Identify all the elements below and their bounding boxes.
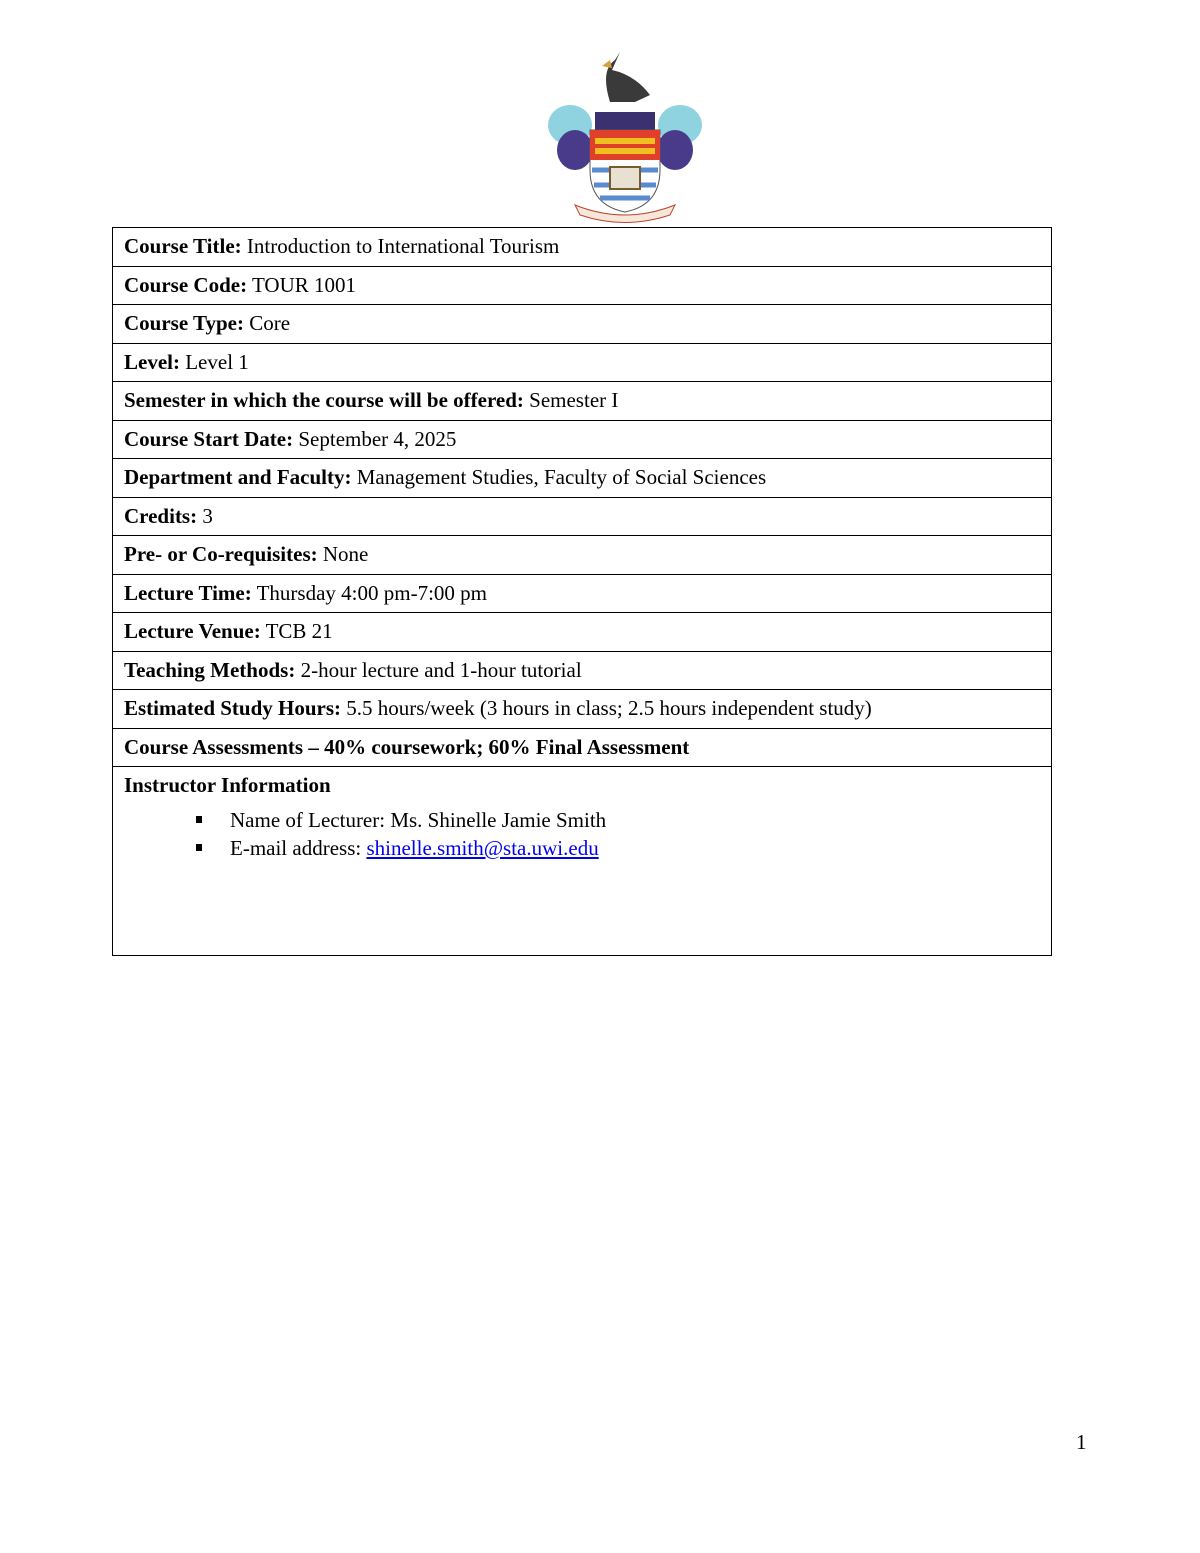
page-number: 1 <box>1076 1430 1087 1454</box>
row-label: Credits: <box>124 503 198 528</box>
row-label: Teaching Methods: <box>124 657 296 682</box>
row-value: Core <box>249 311 291 335</box>
row-label: Pre- or Co-requisites: <box>124 542 318 566</box>
row-value: 2-hour lecture and 1-hour tutorial <box>300 657 582 682</box>
bullet-icon <box>196 844 202 851</box>
row-label: Course Start Date: <box>124 426 294 451</box>
table-row <box>113 344 1051 383</box>
email-label: E-mail address: <box>230 836 367 860</box>
row-value: None <box>322 542 369 566</box>
instructor-list <box>124 806 1040 862</box>
instructor-information <box>113 767 1051 955</box>
table-row <box>113 421 1051 460</box>
row-label: Semester in which the course will be offered: <box>124 388 524 412</box>
row-value: TCB 21 <box>265 619 333 643</box>
lecturer-name-item <box>196 806 1040 834</box>
table-row <box>113 305 1051 344</box>
table-row <box>113 267 1051 306</box>
row-value: 3 <box>202 503 213 528</box>
table-row <box>113 652 1051 691</box>
email-link[interactable]: shinelle.smith@sta.uwi.edu <box>366 836 599 860</box>
row-label: Estimated Study Hours: <box>124 696 342 720</box>
table-row <box>113 382 1051 421</box>
table-row <box>113 228 1051 267</box>
row-label: Course Assessments – 40% coursework; 60% Final Assessment <box>124 734 690 759</box>
row-label: Department and Faculty: <box>124 465 352 489</box>
table-row <box>113 459 1051 498</box>
table-row <box>113 729 1051 768</box>
row-value: Introduction to International Tourism <box>246 234 560 258</box>
row-value: 5.5 hours/week (3 hours in class; 2.5 hours independent study) <box>346 696 872 720</box>
table-row <box>113 690 1051 729</box>
university-crest-logo <box>540 40 710 225</box>
table-row <box>113 536 1051 575</box>
row-label: Level: <box>124 349 180 374</box>
row-value: Semester I <box>529 388 619 412</box>
row-label: Lecture Time: <box>124 580 252 605</box>
row-label: Course Type: <box>124 311 244 335</box>
lecturer-name: Name of Lecturer: Ms. Shinelle Jamie Smith <box>230 808 607 832</box>
row-label: Course Code: <box>124 272 248 297</box>
bullet-icon <box>196 816 202 823</box>
row-value: Management Studies, Faculty of Social Sciences <box>356 465 767 489</box>
table-row <box>113 613 1051 652</box>
instructor-heading: Instructor Information <box>124 773 331 797</box>
row-value: September 4, 2025 <box>298 426 457 451</box>
row-value: Thursday 4:00 pm-7:00 pm <box>256 580 488 605</box>
row-value: Level 1 <box>185 349 249 374</box>
row-value: TOUR 1001 <box>251 272 356 297</box>
row-label: Course Title: <box>124 234 242 258</box>
table-row <box>113 498 1051 537</box>
table-row <box>113 575 1051 614</box>
course-info-table <box>112 227 1052 956</box>
row-label: Lecture Venue: <box>124 619 261 643</box>
email-item <box>196 834 1040 862</box>
